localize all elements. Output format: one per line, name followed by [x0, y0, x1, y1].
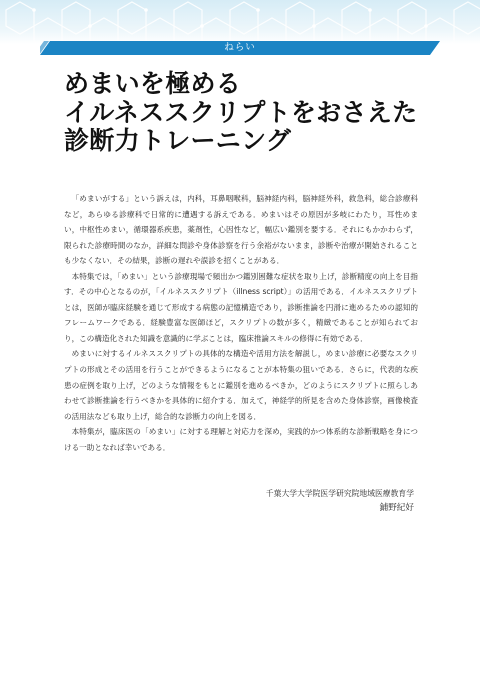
paragraph: 本特集では，「めまい」という診療現場で頻出かつ鑑別困難な症状を取り上げ，診断精度の向上を目指す．その中心となるのが，「イルネススクリプト（illness script）」の活用である．イルネススクリプトとは，医師が臨床経験を通じて形成する病態の記憶構造であり，診断推論を円滑に進めるための認知的フレームワークである．経験豊富な医師ほど，スクリプトの数が多く，精緻であることが知られており，この構造化された知識を意識的に学ぶことは，臨床推論スキルの修得に有効である． — [64, 271, 418, 343]
section-ribbon — [40, 41, 440, 55]
title-line-3: 診断力トレーニング — [64, 126, 292, 155]
author-name: 鋪野紀好 — [379, 503, 414, 513]
paragraph: 「めまいがする」という訴えは，内科，耳鼻咽喉科，脳神経内科，脳神経外科，救急科，総合診療科など，あらゆる診療科で日常的に遭遇する訴えである．めまいはその原因が多岐にわたり，耳性めまい，中枢性めまい，循環器系疾患，薬剤性，心因性など，幅広い鑑別を要する．それにもかかわらず，限られた診療時間のなか，詳細な問診や身体診察を行う余裕がないまま，診断や治療が開始されることも少なくない．その結果，診断の遅れや誤診を招くことがある． — [64, 194, 418, 266]
section-label: ねらい — [224, 42, 256, 53]
paragraph: めまいに対するイルネススクリプトの具体的な構造や活用方法を解説し，めまい診療に必要なスクリプトの形成とその活用を行うことができるようになることが本特集の狙いである．さらに，代表的な疾患の症例を取り上げ，どのような情報をもとに鑑別を進めるべきか，どのようにスクリプトに照らしあわせて診断推論を行うべきかを具体的に紹介する．加えて，神経学的所見を含めた身体診察，画像検査の活用法なども取り上げ，総合的な診断力の向上を図る． — [64, 349, 418, 421]
page-title — [64, 70, 417, 156]
body-text — [64, 191, 418, 455]
paragraph: 本特集が，臨床医の「めまい」に対する理解と対応力を深め，実践的かつ体系的な診断戦略を身につける一助となれば幸いである． — [64, 427, 418, 452]
title-line-1: めまいを極める — [64, 69, 242, 98]
header-hexagon-pattern — [0, 0, 480, 44]
author-affiliation: 千葉大学大学院医学研究院地域医療教育学 — [265, 489, 414, 498]
author-signature — [266, 486, 414, 516]
title-line-2: イルネススクリプトをおさえた — [64, 97, 418, 127]
